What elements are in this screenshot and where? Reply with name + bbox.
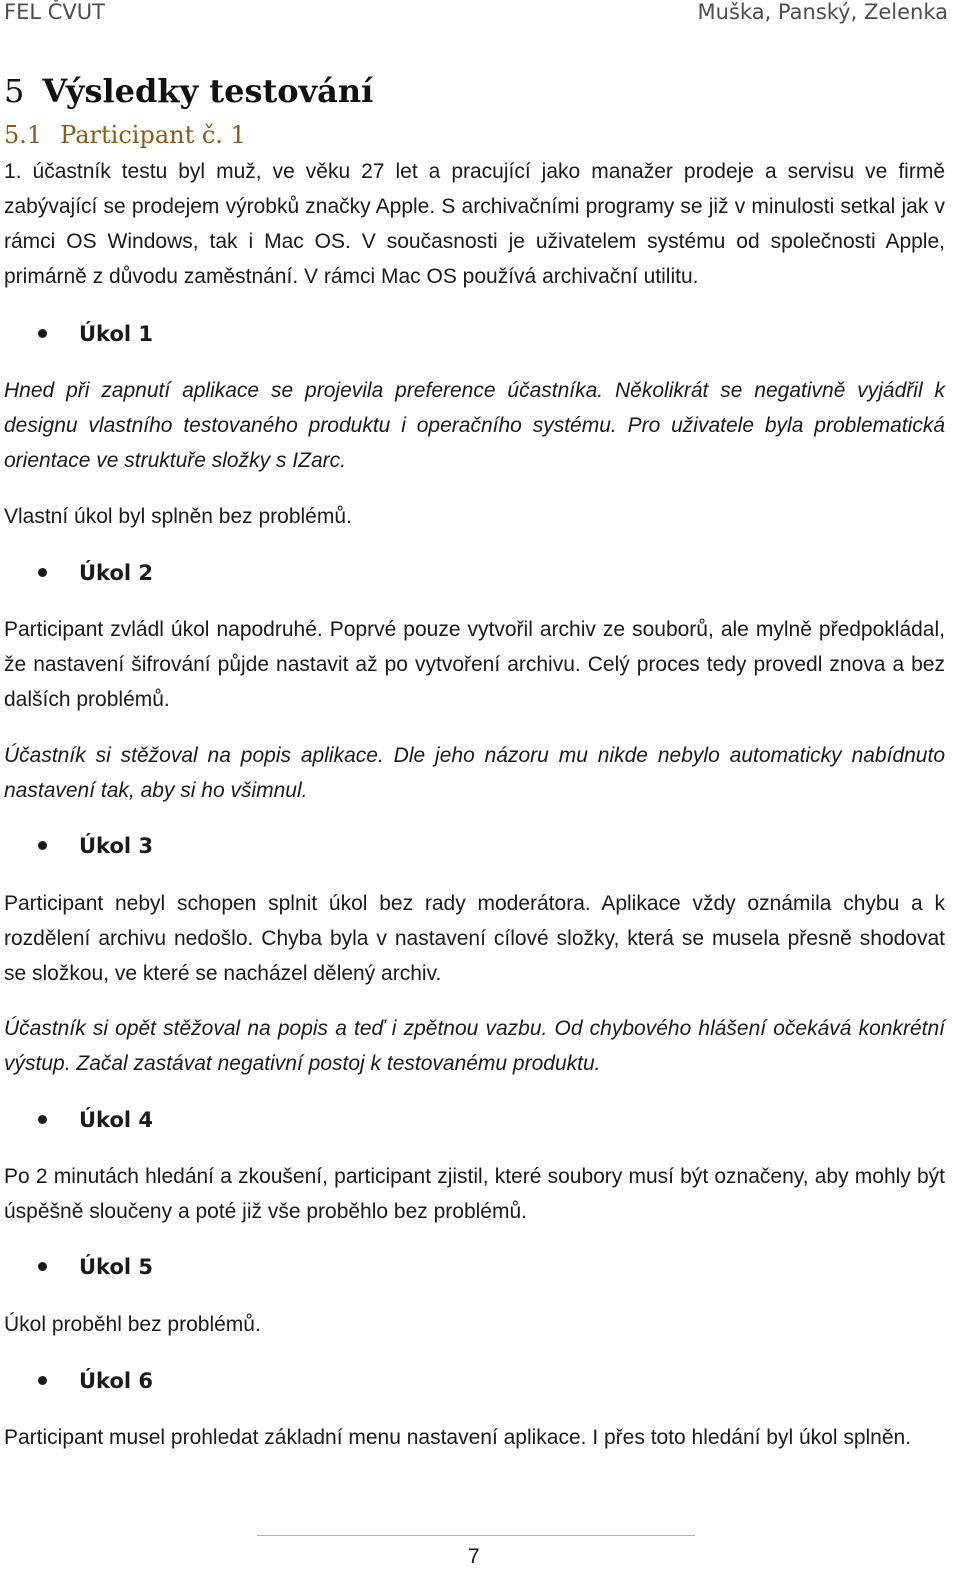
task-5-label: Úkol 5	[79, 1255, 154, 1279]
task-3-label: Úkol 3	[79, 834, 154, 858]
task-4-label: Úkol 4	[79, 1108, 154, 1132]
header-right: Muška, Panský, Zelenka	[697, 0, 948, 24]
chapter-heading	[4, 72, 373, 110]
bullet-icon	[38, 329, 47, 338]
task-6-paragraph-1: Participant musel prohledat základní menu nastavení aplikace. I přes toto hledání byl úkol splněn.	[4, 1426, 912, 1449]
intro-paragraph: 1. účastník testu byl muž, ve věku 27 let a pracující jako manažer prodeje a servisu ve firmě zabývající se prodejem výrobků značky Apple. S archivačními programy se již v minulosti setkal jak v rámci OS Windows, tak i Mac OS. V současnosti je uživatelem systému od společnosti Apple, primárně z důvodu zaměstnání. V rámci Mac OS používá archivační utilitu.	[4, 160, 945, 288]
task-5-paragraph-1: Úkol proběhl bez problémů.	[4, 1313, 261, 1336]
task-3-paragraph-1: Participant nebyl schopen splnit úkol bez rady moderátora. Aplikace vždy oznámila chybu a k rozdělení archivu nedošlo. Chyba byla v nastavení cílové složky, která se musela přesně shodovat se složkou, ve které se nacházel dělený archiv.	[4, 892, 945, 985]
task-2-label: Úkol 2	[79, 561, 154, 585]
bullet-icon	[38, 1262, 47, 1271]
task-6-label: Úkol 6	[79, 1369, 154, 1393]
bullet-icon	[38, 841, 47, 850]
task-3-paragraph-2: Účastník si opět stěžoval na popis a teď i zpětnou vazbu. Od chybového hlášení očekává konkrétní výstup. Začal zastávat negativní postoj k testovanému produktu.	[4, 1017, 945, 1075]
task-1-label: Úkol 1	[79, 322, 154, 346]
task-2-paragraph-2: Účastník si stěžoval na popis aplikace. Dle jeho názoru mu nikde nebylo automaticky nabídnuto nastavení tak, aby si ho všimnul.	[4, 744, 945, 802]
task-3-heading	[38, 834, 153, 858]
task-2-paragraph-1: Participant zvládl úkol napodruhé. Poprvé pouze vytvořil archiv ze souborů, ale mylně předpokládal, že nastavení šifrování půjde nastavit až po vytvoření archivu. Celý proces tedy provedl znova a bez dalších problémů.	[4, 618, 945, 711]
page-number: 7	[468, 1545, 480, 1568]
task-1-paragraph-2: Vlastní úkol byl splněn bez problémů.	[4, 505, 352, 528]
task-2-heading	[38, 561, 153, 585]
section-title: Participant č. 1	[60, 121, 246, 149]
task-1-paragraph-1: Hned při zapnutí aplikace se projevila preference účastníka. Několikrát se negativně vyjádřil k designu vlastního testovaného produktu i operačního systému. Pro uživatele byla problematická orientace ve struktuře složky s IZarc.	[4, 379, 945, 472]
task-4-paragraph-1: Po 2 minutách hledání a zkoušení, participant zjistil, které soubory musí být označeny, aby mohly být úspěšně sloučeny a poté již vše proběhlo bez problémů.	[4, 1165, 945, 1223]
bullet-icon	[38, 1115, 47, 1124]
chapter-title: Výsledky testování	[42, 72, 374, 110]
section-number: 5.1	[4, 121, 43, 149]
task-6-heading	[38, 1369, 153, 1393]
header-left: FEL ČVUT	[4, 0, 105, 24]
task-4-heading	[38, 1108, 153, 1132]
task-5-heading	[38, 1255, 153, 1279]
chapter-number: 5	[4, 72, 25, 110]
task-1-heading	[38, 322, 153, 346]
bullet-icon	[38, 1376, 47, 1385]
footer-divider	[257, 1535, 695, 1536]
bullet-icon	[38, 568, 47, 577]
section-heading	[4, 121, 246, 149]
